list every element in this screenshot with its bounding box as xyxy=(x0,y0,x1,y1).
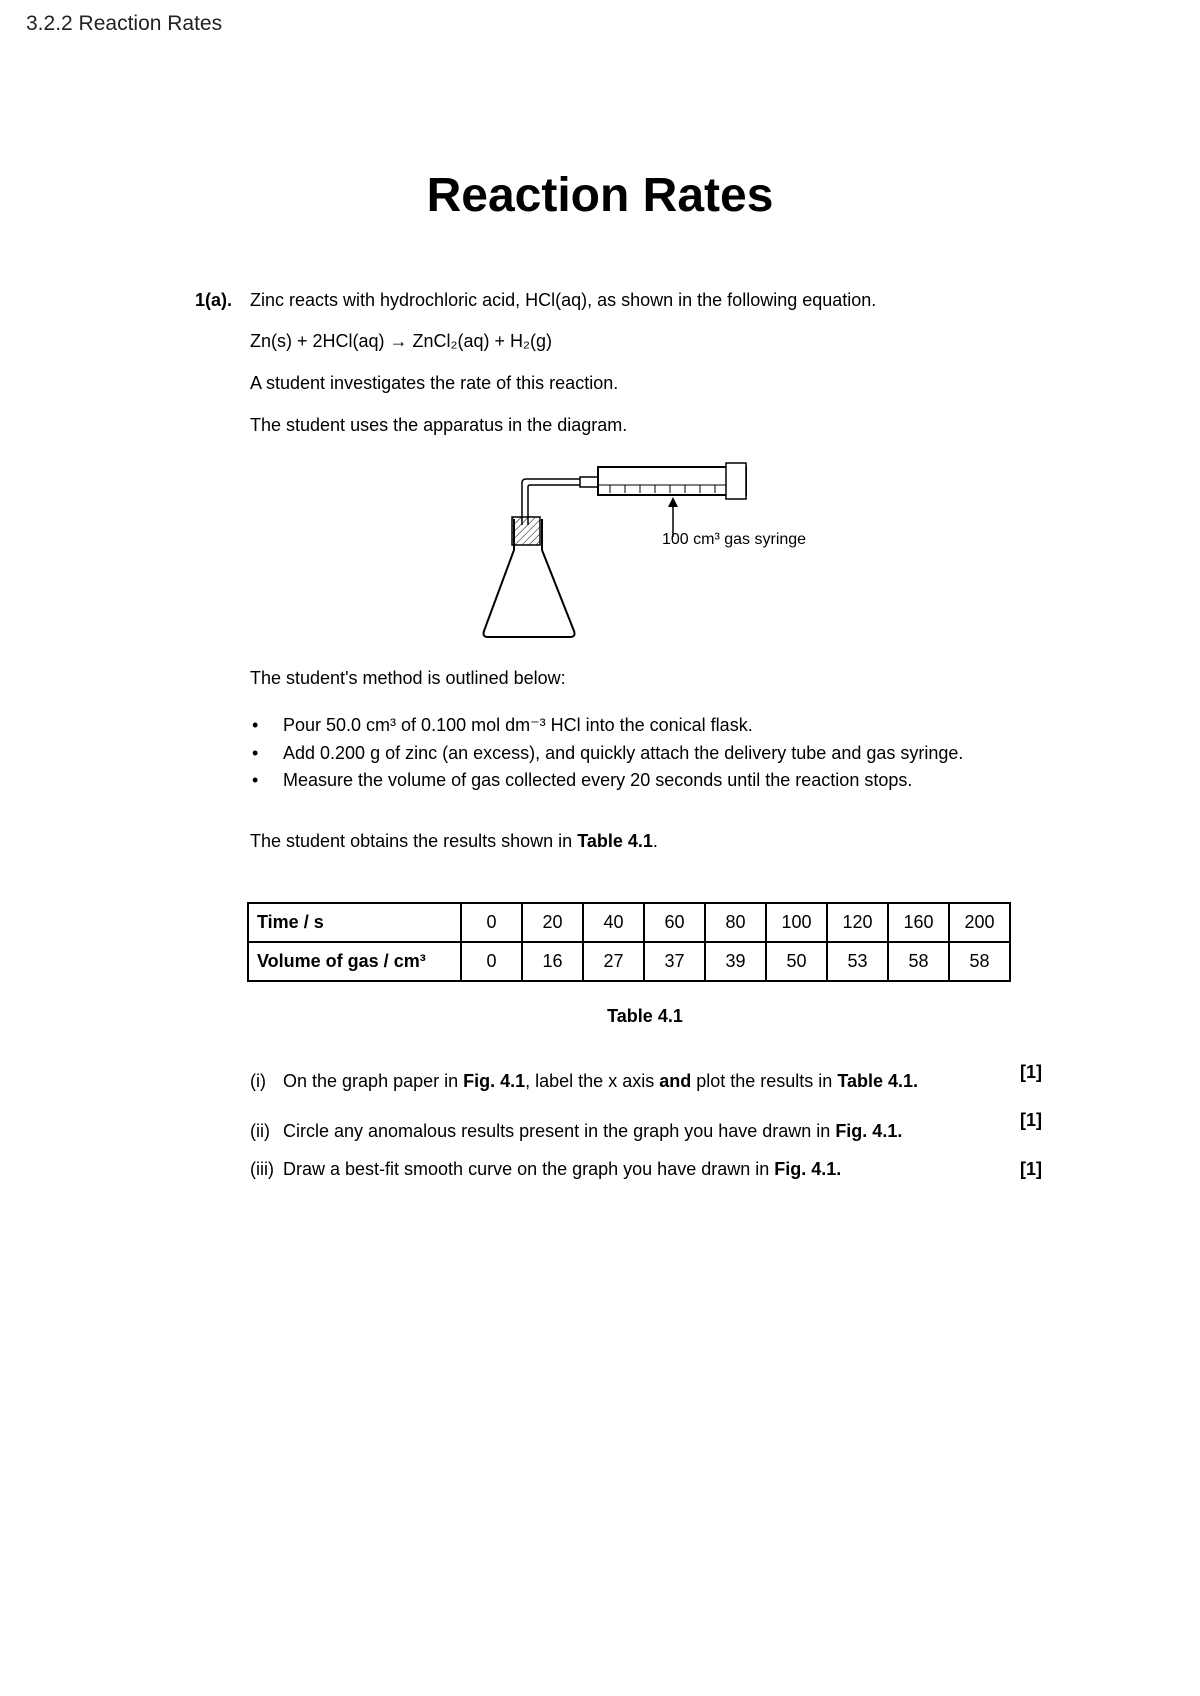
question-intro: Zinc reacts with hydrochloric acid, HCl(aq), as shown in the following equation. xyxy=(250,290,877,310)
chemical-equation: Zn(s) + 2HCl(aq) → ZnCl₂(aq) + H₂(g) xyxy=(250,331,553,351)
table-cell: 60 xyxy=(644,903,705,942)
mark-i: [1] xyxy=(1020,1062,1042,1082)
table-cell: 0 xyxy=(461,903,522,942)
syringe-label: 100 cm³ gas syringe xyxy=(662,531,807,548)
part-iii: (iii) Draw a best-fit smooth curve on the graph you have drawn in Fig. 4.1. xyxy=(250,1159,842,1179)
syringe-nozzle xyxy=(580,477,598,487)
table-cell: 50 xyxy=(766,942,827,981)
results-table xyxy=(247,902,1011,982)
table-cell: 39 xyxy=(705,942,766,981)
table-row xyxy=(248,903,1010,942)
mark-iii: [1] xyxy=(1020,1159,1042,1179)
investigation-text: A student investigates the rate of this reaction. xyxy=(250,373,619,393)
table-caption: Table 4.1 xyxy=(607,1006,683,1026)
list-item: • Pour 50.0 cm³ of 0.100 mol dm⁻³ HCl into the conical flask. xyxy=(252,715,753,735)
table-cell: 27 xyxy=(583,942,644,981)
page-title: Reaction Rates xyxy=(426,169,774,222)
table-cell: 100 xyxy=(766,903,827,942)
syringe-barrel xyxy=(598,467,746,495)
part-ii: (ii) Circle any anomalous results present in the graph you have drawn in Fig. 4.1. xyxy=(250,1121,903,1141)
method-intro: The student's method is outlined below: xyxy=(250,668,566,688)
apparatus-diagram xyxy=(470,455,830,645)
table-cell: 58 xyxy=(888,942,949,981)
list-item: • Add 0.200 g of zinc (an excess), and quickly attach the delivery tube and gas syringe. xyxy=(252,742,964,763)
list-item: • Measure the volume of gas collected every 20 seconds until the reaction stops. xyxy=(252,770,913,790)
table-row-header: Time / s xyxy=(248,903,461,942)
table-cell: 160 xyxy=(888,903,949,942)
syringe-plunger xyxy=(726,463,746,499)
table-cell: 16 xyxy=(522,942,583,981)
page-header: 3.2.2 Reaction Rates xyxy=(26,12,223,35)
table-cell: 40 xyxy=(583,903,644,942)
table-cell: 120 xyxy=(827,903,888,942)
table-cell: 0 xyxy=(461,942,522,981)
table-cell: 200 xyxy=(949,903,1010,942)
table-row xyxy=(248,942,1010,981)
table-cell: 80 xyxy=(705,903,766,942)
table-cell: 20 xyxy=(522,903,583,942)
question-number: 1(a). xyxy=(195,290,233,310)
table-cell: 58 xyxy=(949,942,1010,981)
apparatus-text: The student uses the apparatus in the diagram. xyxy=(250,415,628,435)
part-i: (i) On the graph paper in Fig. 4.1, label the x axis and plot the results in Table 4.1. xyxy=(250,1071,919,1091)
table-cell: 37 xyxy=(644,942,705,981)
mark-ii: [1] xyxy=(1020,1110,1042,1130)
results-text: The student obtains the results shown in Table 4.1. xyxy=(250,831,658,851)
table-cell: 53 xyxy=(827,942,888,981)
table-row-header: Volume of gas / cm³ xyxy=(248,942,461,981)
flask-stopper xyxy=(512,517,540,545)
method-list xyxy=(250,712,963,795)
